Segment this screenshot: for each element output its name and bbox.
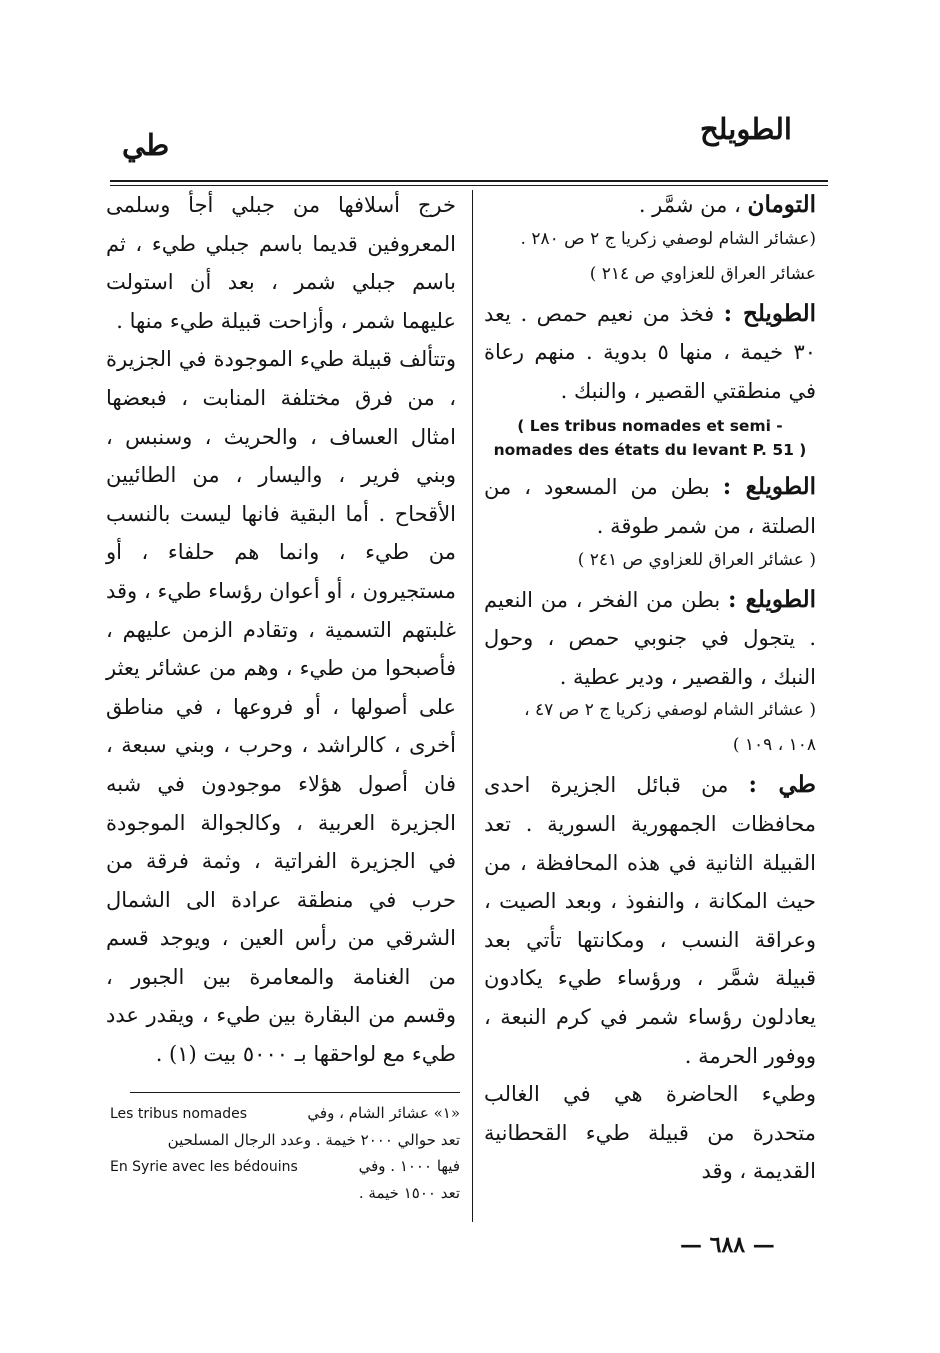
entry-term: الطويلع :	[722, 473, 816, 501]
running-head-left: طي	[122, 128, 170, 162]
entry-text: فخذ من نعيم حمص . يعد ٣٠ خيمة ، منها ٥ بدوية . منهم رعاة في منطقتي القصير ، والنبك .	[484, 301, 816, 403]
source-citation: (عشائر الشام لوصفي زكريا ج ٢ ص ٢٨٠ .	[520, 228, 816, 249]
running-head-right: الطويلح	[699, 112, 792, 146]
paragraph: خرج أسلافها من جبلي أجأ وسلمى المعروفين قديما باسم جبلي طيء ، ثم باسم جبلي شمر ، بعد أن استولت عليهما شمر ، وأزاحت قبيلة طيء منها .	[106, 193, 456, 333]
source-citation: ١٠٨ ، ١٠٩ )	[732, 735, 816, 756]
entry-text: من قبائل الجزيرة احدى محافظات الجمهورية السورية . تعد القبيلة الثانية في هذه المحافظة ، من حيث المكانة ، والنفوذ ، وبعد الصيت ، وعراقة النسب ، ومكانتها تأتي بعد قبيلة شمَّر ، ورؤساء طيء يكادون يعادلون رؤساء شمر في كرم النبعة ، ووفور الحرمة .	[484, 773, 816, 1068]
entry-tuman	[484, 186, 816, 289]
left-column	[106, 186, 456, 1074]
entry-text: ، من شمَّر .	[638, 193, 741, 217]
entry-text: وطيء الحاضرة هي في الغالب متحدرة من قبيلة طيء القحطانية القديمة ، وقد	[484, 1082, 816, 1184]
header-rule	[110, 180, 828, 182]
footnote-line: فيها ١٠٠٠ . وفي En Syrie avec les bédouins	[110, 1157, 460, 1175]
entry-term: الطويلح :	[723, 299, 816, 327]
source-citation: ( عشائر العراق للعزاوي ص ٢٤١ )	[577, 549, 816, 570]
entry-tuwaili-2	[484, 581, 816, 761]
footnote-line: تعد ١٥٠٠ خيمة .	[358, 1184, 460, 1202]
footnote	[110, 1100, 460, 1206]
entry-term: طي :	[748, 771, 816, 799]
entry-text: بطن من المسعود ، من الصلتة ، من شمر طوقة .	[484, 475, 816, 538]
entry-tayy	[484, 766, 816, 1191]
source-citation: ( عشائر الشام لوصفي زكريا ج ٢ ص ٤٧ ،	[524, 700, 816, 721]
entry-text: بطن من الفخر ، من النعيم . يتجول في جنوبي حمص ، وحول النبك ، والقصير ، ودير عطية .	[484, 587, 816, 689]
column-divider	[472, 190, 473, 1222]
latin-citation: ( Les tribus nomades et semi - nomades des états du levant P. 51 )	[493, 417, 807, 460]
footnote-line: «١» عشائر الشام ، وفي Les tribus nomades	[110, 1104, 460, 1122]
page-number: — ٦٨٨ —	[680, 1232, 775, 1258]
entry-term: التومان	[747, 191, 816, 218]
source-citation: عشائر العراق للعزاوي ص ٢١٤ )	[589, 263, 816, 284]
entry-tuwaili-1	[484, 468, 816, 574]
entry-tuwailih	[484, 295, 816, 463]
footnote-line: تعد حوالي ٢٠٠٠ خيمة . وعدد الرجال المسلحين	[167, 1131, 460, 1149]
right-column	[484, 186, 816, 1193]
paragraph: وتتألف قبيلة طيء الموجودة في الجزيرة ، من فرق مختلفة المنابت ، فبعضها امثال العساف ، والحريث ، وسنبس ، وبني فرير ، واليسار ، من الطائيين الأقحاح . أما البقية فانها ليست بالنسب من طيء ، وانما هم حلفاء ، أو مستجيرون ، أو أعوان رؤساء طيء ، وقد غلبتهم التسمية ، وتقادم الزمن عليهم ، فأصبحوا من طيء ، وهم من عشائر يعثر على أصولها ، أو فروعها ، في مناطق أخرى ، كالراشد ، وحرب ، وبني سبعة ، فان أصول هؤلاء موجودون في شبه الجزيرة العربية ، وكالجوالة الموجودة في الجزيرة الفراتية ، وثمة فرقة من حرب في منطقة عرادة الى الشمال الشرقي من رأس العين ، ويوجد قسم من الغنامة والمعامرة بين الجبور ، وقسم من البقارة بين طيء ، ويقدر عدد طيء مع لواحقها بـ ٥٠٠٠ بيت (١) .	[106, 347, 456, 1067]
entry-term: الطويلع :	[727, 585, 816, 613]
footnote-rule	[130, 1092, 460, 1093]
